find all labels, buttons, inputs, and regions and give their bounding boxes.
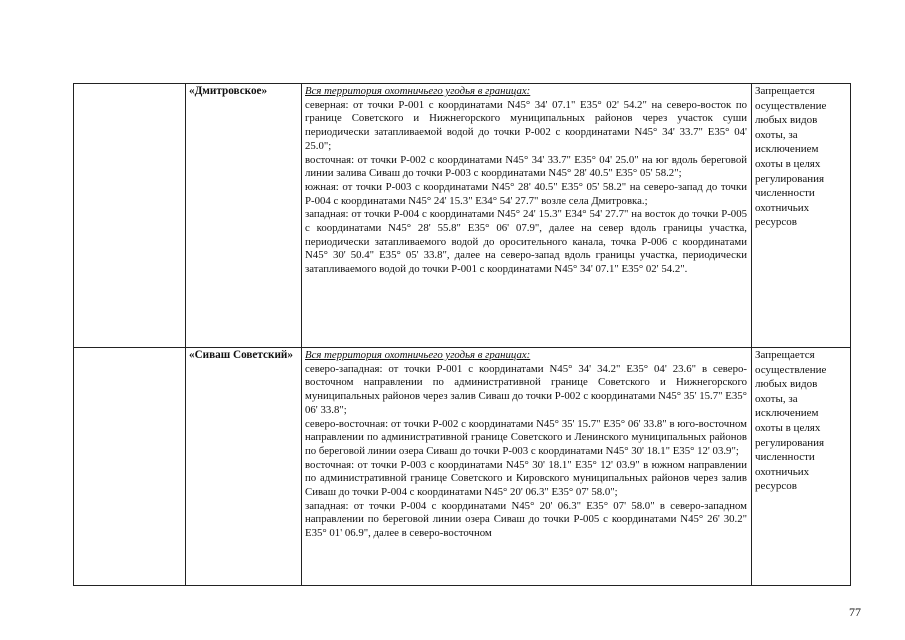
hunting-ground-name: «Дмитровское» (186, 84, 302, 348)
boundary-intro: Вся территория охотничьего угодья в границах: (305, 349, 531, 361)
table-row (74, 348, 851, 586)
boundary-west: западная: от точки Р-004 с координатами N45° 24' 15.3" E34° 54' 27.7" на восток до точки Р-005 с координатами N45° 28' 55.8" E35° 06' 07.9", далее на север вдоль границы участка, периодически затапливаемого водой до оросительного канала, точка Р-006 с координатами N45° 30' 50.4" E35° 05' 33.8", далее на северо-запад вдоль границы участка, периодически затапливаемого водой до точки Р-001 с координатами N45° 34' 07.1" E35° 02' 54.2". (305, 208, 747, 276)
boundary-description (302, 84, 752, 348)
hunting-restriction: Запрещается осуществление любых видов охоты, за исключением охоты в целях регулирования численности охотничьих ресурсов (752, 84, 851, 348)
boundary-east: восточная: от точки Р-003 с координатами N45° 30' 18.1" E35° 12' 03.9" в южном направлении по административной границе Советского и Кировского муниципальных районов через залив Сиваш до точки Р-004 с координатами N45° 20' 06.3" E35° 07' 58.0"; (305, 458, 747, 499)
hunting-grounds-table (73, 83, 851, 586)
boundary-north: северная: от точки Р-001 с координатами N45° 34' 07.1" E35° 02' 54.2" на северо-восток по границе Советского и Нижнегорского муниципальных районов через участок суши периодически затапливаемой водой до точки Р-002 с координатами N45° 34' 33.7" E35° 04' 25.0"; (305, 98, 747, 152)
hunting-ground-name: «Сиваш Советский» (186, 348, 302, 586)
boundary-west: западная: от точки Р-004 с координатами N45° 20' 06.3" E35° 07' 58.0" в северо-западном направлении по береговой линии озера Сиваш до точки Р-005 с координатами N45° 26' 30.2" E35° 01' 06.9", далее в северо-восточном (305, 499, 747, 540)
boundary-northwest: северо-западная: от точки Р-001 с координатами N45° 34' 34.2" E35° 04' 23.6" в северо-восточном направлении по административной границе Советского и Нижнегорского муниципальных районов через залив Сиваш до точки Р-002 с координатами N45° 35' 15.7" E35° 06' 33.8"; (305, 362, 747, 416)
table-row (74, 84, 851, 348)
empty-cell (74, 84, 186, 348)
boundary-northeast: северо-восточная: от точки Р-002 с координатами N45° 35' 15.7" E35° 06' 33.8" в юго-восточном направлении по административной границе Советского и Ленинского муниципальных районов по береговой линии озера Сиваш до точки Р-003 с координатами N45° 30' 18.1" E35° 12' 03.9"; (305, 417, 747, 457)
hunting-restriction: Запрещается осуществление любых видов охоты, за исключением охоты в целях регулирования численности охотничьих ресурсов (752, 348, 851, 586)
boundary-description (302, 348, 752, 586)
page-number: 77 (849, 605, 861, 619)
empty-cell (74, 348, 186, 586)
boundary-intro: Вся территория охотничьего угодья в границах: (305, 85, 531, 97)
boundary-east: восточная: от точки Р-002 с координатами N45° 34' 33.7" E35° 04' 25.0" на юг вдоль береговой линии залива Сиваш до точки Р-003 с координатами N45° 28' 40.5" E35° 05' 58.2"; (305, 153, 747, 180)
boundary-south: южная: от точки Р-003 с координатами N45° 28' 40.5" E35° 05' 58.2" на северо-запад до точки Р-004 с координатами N45° 24' 15.3" E34° 54' 27.7" возле села Дмитровка.; (305, 180, 747, 207)
